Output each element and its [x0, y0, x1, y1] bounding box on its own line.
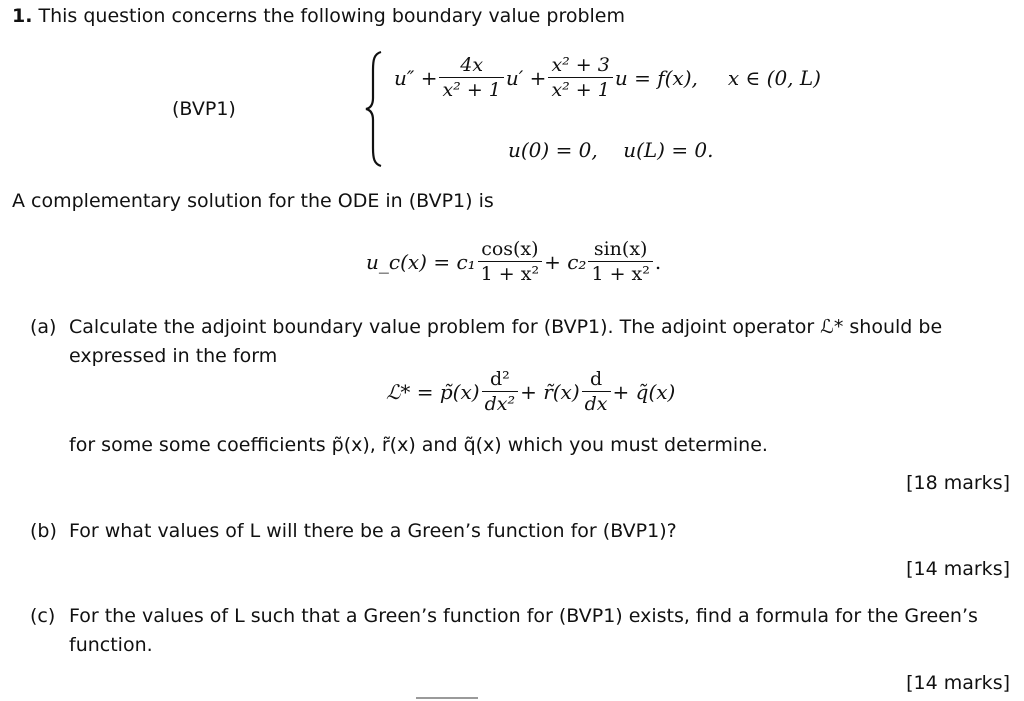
bottom-rule	[416, 697, 478, 699]
question-intro: This question concerns the following boundary value problem	[38, 5, 625, 27]
coef2-fraction	[548, 54, 612, 101]
part-c-text-line2: function.	[69, 634, 153, 656]
part-a-label: (a)	[30, 316, 57, 338]
boundary-conditions: u(0) = 0, u(L) = 0.	[508, 138, 714, 162]
part-c-label: (c)	[30, 605, 56, 627]
question-number: 1.	[12, 5, 33, 27]
cos-fraction	[478, 238, 542, 285]
part-a-text-line2: expressed in the form	[69, 345, 278, 367]
ode-rhs: u = f(x),	[614, 65, 698, 90]
uc-mid: + c₂	[544, 249, 587, 274]
d2-fraction	[482, 368, 519, 415]
coef1-denominator: x² + 1	[439, 77, 503, 101]
question-header	[12, 5, 625, 27]
part-b-label: (b)	[30, 520, 57, 542]
ode-u1: u′ +	[505, 65, 547, 90]
d-fraction	[582, 368, 611, 415]
ode-domain: x ∈ (0, L)	[727, 65, 821, 90]
d-numerator: d	[590, 368, 603, 390]
part-c-marks: [14 marks]	[906, 672, 1010, 694]
cos-numerator: cos(x)	[481, 238, 539, 260]
left-brace	[364, 50, 384, 172]
uc-lhs: u_c(x) = c₁	[366, 249, 476, 274]
ode-u2: u″ +	[394, 65, 438, 90]
part-a-marks: [18 marks]	[906, 472, 1010, 494]
ode-equation	[394, 54, 821, 101]
op-end: + q̃(x)	[612, 379, 676, 404]
coef2-numerator: x² + 3	[551, 54, 610, 76]
part-c-text-line1: For the values of L such that a Green’s function for (BVP1) exists, find a formula for the Green’s	[69, 605, 978, 627]
op-lhs: ℒ* = p̃(x)	[386, 379, 480, 404]
d2-denominator: dx²	[482, 391, 519, 415]
part-b-marks: [14 marks]	[906, 558, 1010, 580]
part-a-text-after: for some some coefficients p̃(x), r̃(x) and q̃(x) which you must determine.	[69, 434, 768, 456]
part-a-text-line1: Calculate the adjoint boundary value problem for (BVP1). The adjoint operator ℒ* should be	[69, 316, 943, 338]
coef1-fraction	[439, 54, 503, 101]
coef1-numerator: 4x	[460, 54, 484, 76]
d2-numerator: d²	[489, 368, 510, 390]
sin-denominator: 1 + x²	[588, 261, 652, 285]
sin-fraction	[588, 238, 652, 285]
part-b-text: For what values of L will there be a Green’s function for (BVP1)?	[69, 520, 677, 542]
complementary-formula	[366, 238, 661, 285]
op-mid: + r̃(x)	[520, 379, 580, 404]
cos-denominator: 1 + x²	[478, 261, 542, 285]
bvp-label: (BVP1)	[172, 98, 236, 120]
uc-end: .	[654, 249, 662, 274]
complementary-text: A complementary solution for the ODE in (BVP1) is	[12, 190, 494, 212]
d-denominator: dx	[582, 391, 611, 415]
adjoint-operator-form	[386, 368, 675, 415]
sin-numerator: sin(x)	[593, 238, 648, 260]
coef2-denominator: x² + 1	[548, 77, 612, 101]
